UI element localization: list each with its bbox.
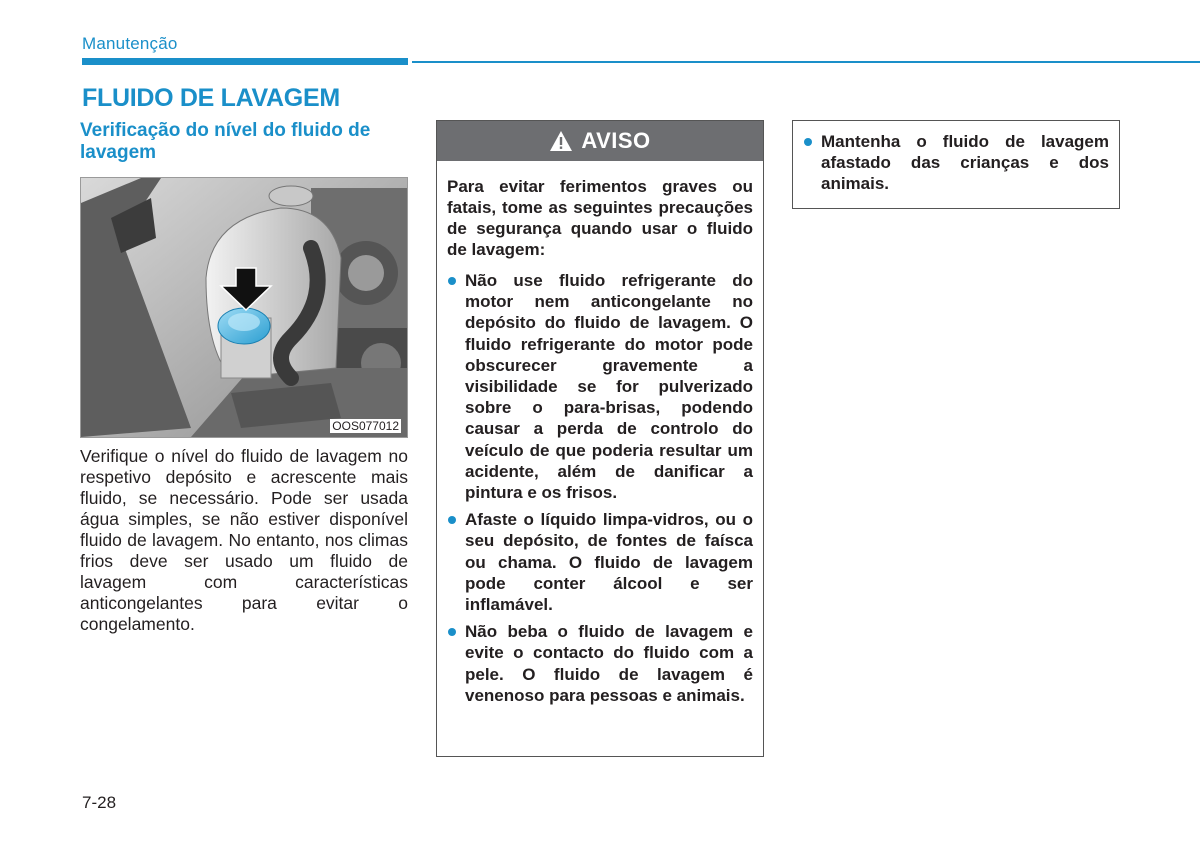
bullet-dot bbox=[804, 138, 812, 146]
warning-content bbox=[437, 161, 763, 706]
header-rule-thick bbox=[82, 58, 408, 65]
note-list bbox=[803, 131, 1109, 194]
warning-intro: Para evitar ferimentos graves ou fatais, tome as seguintes precauções de segurança quando usar o fluido de lavagem: bbox=[447, 177, 753, 259]
warning-item-text: Afaste o líquido limpa-vidros, ou o seu depósito, de fontes de faísca ou chama. O fluido de lavagem pode conter álcool e ser inflamável. bbox=[465, 510, 753, 615]
warning-item bbox=[447, 509, 753, 615]
warning-box bbox=[436, 120, 764, 757]
note-item-text: Mantenha o fluido de lavagem afastado das crianças e dos animais. bbox=[821, 132, 1109, 193]
note-item bbox=[803, 131, 1109, 194]
bullet-dot bbox=[448, 628, 456, 636]
warning-item-text: Não use fluido refrigerante do motor nem anticongelante no depósito do fluido de lavagem. O fluido refrigerante do motor pode obscurecer gravemente a visibilidade se for pulverizado sobre o para-brisas, podendo causar a perda de controlo do veículo de que poderia resultar um acidente, além de danificar a pintura e os frisos. bbox=[465, 271, 753, 503]
engine-figure bbox=[80, 177, 408, 438]
warning-item bbox=[447, 270, 753, 503]
body-paragraph: Verifique o nível do fluido de lavagem no respetivo depósito e acrescente mais fluido, se necessário. Pode ser usada água simples, se não estiver disponível fluido de lavagem. No entanto, nos climas frios deve ser usado um fluido de lavagem com características anticongelantes para evitar o congelamento. bbox=[80, 446, 408, 634]
warning-title: AVISO bbox=[581, 128, 651, 153]
page-number: 7-28 bbox=[82, 793, 117, 812]
header-rule-thin bbox=[412, 61, 1200, 63]
sub-heading: Verificação do nível do fluido de lavagem bbox=[80, 120, 371, 163]
warning-triangle-icon bbox=[549, 130, 573, 152]
bullet-dot bbox=[448, 516, 456, 524]
warning-item-text: Não beba o fluido de lavagem e evite o contacto do fluido com a pele. O fluido de lavagem é venenoso para pessoas e animais. bbox=[465, 622, 753, 705]
engine-illustration bbox=[81, 178, 407, 437]
warning-header bbox=[437, 121, 763, 161]
warning-item bbox=[447, 621, 753, 706]
page-title: FLUIDO DE LAVAGEM bbox=[82, 84, 340, 112]
warning-list bbox=[447, 270, 753, 706]
figure-code: OOS077012 bbox=[332, 419, 399, 433]
section-label: Manutenção bbox=[82, 34, 178, 53]
note-box bbox=[792, 120, 1120, 209]
bullet-dot bbox=[448, 277, 456, 285]
